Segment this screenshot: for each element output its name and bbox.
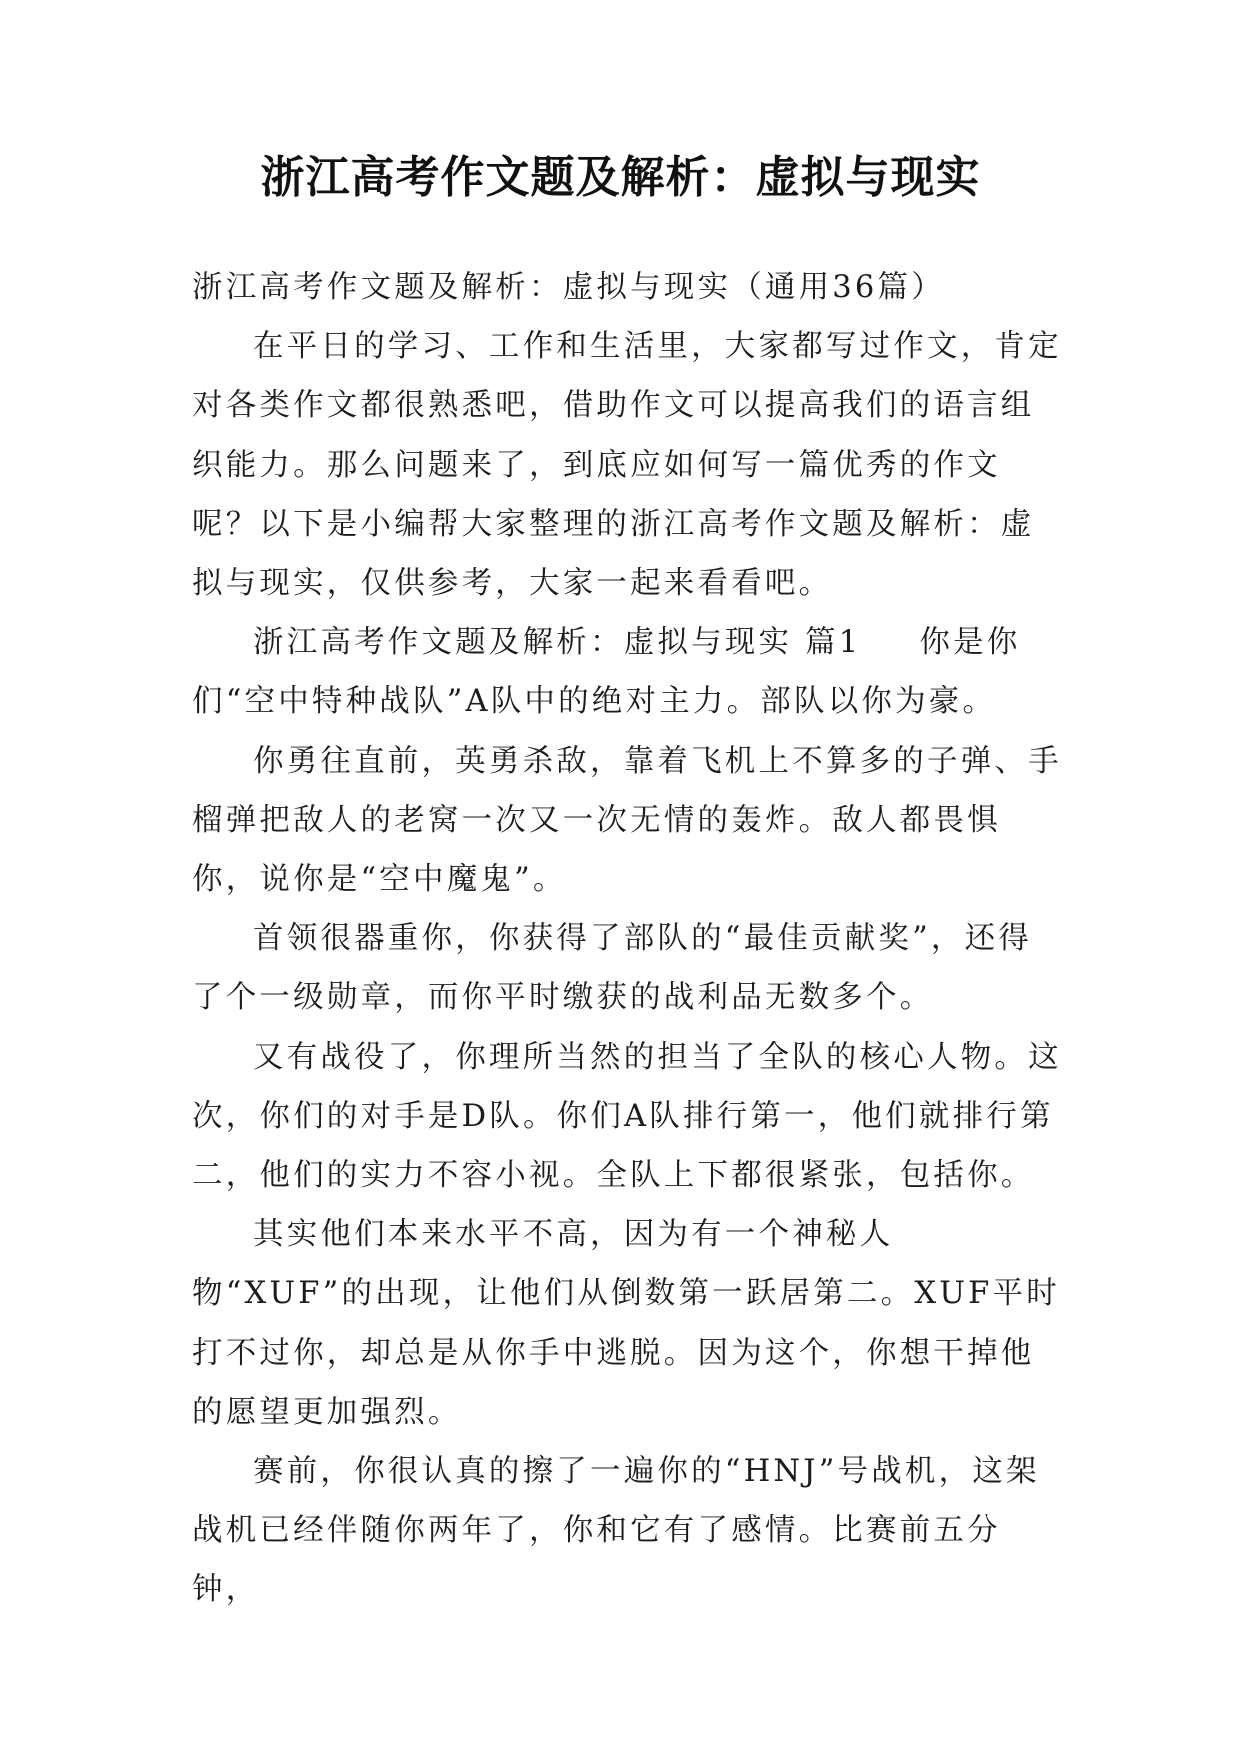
section-heading: 浙江高考作文题及解析：虚拟与现实 篇1: [253, 625, 862, 661]
section-paragraph: [192, 613, 1062, 731]
story-paragraph: 赛前，你很认真的擦了一遍你的“HNJ”号战机，这架战机已经伴随你两年了，你和它有了感情。比赛前五分钟，: [192, 1454, 1040, 1608]
document-body: [192, 258, 1062, 1620]
story-paragraph: 又有战役了，你理所当然的担当了全队的核心人物。这次，你们的对手是D队。你们A队排行第一，他们就排行第二，他们的实力不容小视。全队上下都很紧张，包括你。: [192, 1039, 1062, 1194]
intro-paragraph: 在平日的学习、工作和生活里，大家都写过作文，肯定对各类作文都很熟悉吧，借助作文可以提高我们的语言组织能力。那么问题来了，到底应如何写一篇优秀的作文呢？以下是小编帮大家整理的浙江高考作文题及解析：虚拟与现实，仅供参考，大家一起来看看吧。: [192, 329, 1062, 602]
section-first-text: 你是你们“空中特种战队”A队中的绝对主力。部队以你为豪。: [192, 625, 1021, 720]
story-paragraph: 其实他们本来水平不高，因为有一个神秘人物“XUF”的出现，让他们从倒数第一跃居第二。XUF平时打不过你，却总是从你手中逃脱。因为这个，你想干掉他的愿望更加强烈。: [192, 1217, 1060, 1430]
story-paragraph: 首领很器重你，你获得了部队的“最佳贡献奖”，还得了个一级勋章，而你平时缴获的战利品无数多个。: [192, 921, 1032, 1016]
story-paragraph: 你勇往直前，英勇杀敌，靠着飞机上不算多的子弹、手榴弹把敌人的老窝一次又一次无情的轰炸。敌人都畏惧你，说你是“空中魔鬼”。: [192, 743, 1062, 898]
document-subtitle: 浙江高考作文题及解析：虚拟与现实（通用36篇）: [192, 270, 945, 305]
document-title: 浙江高考作文题及解析：虚拟与现实: [260, 152, 981, 203]
